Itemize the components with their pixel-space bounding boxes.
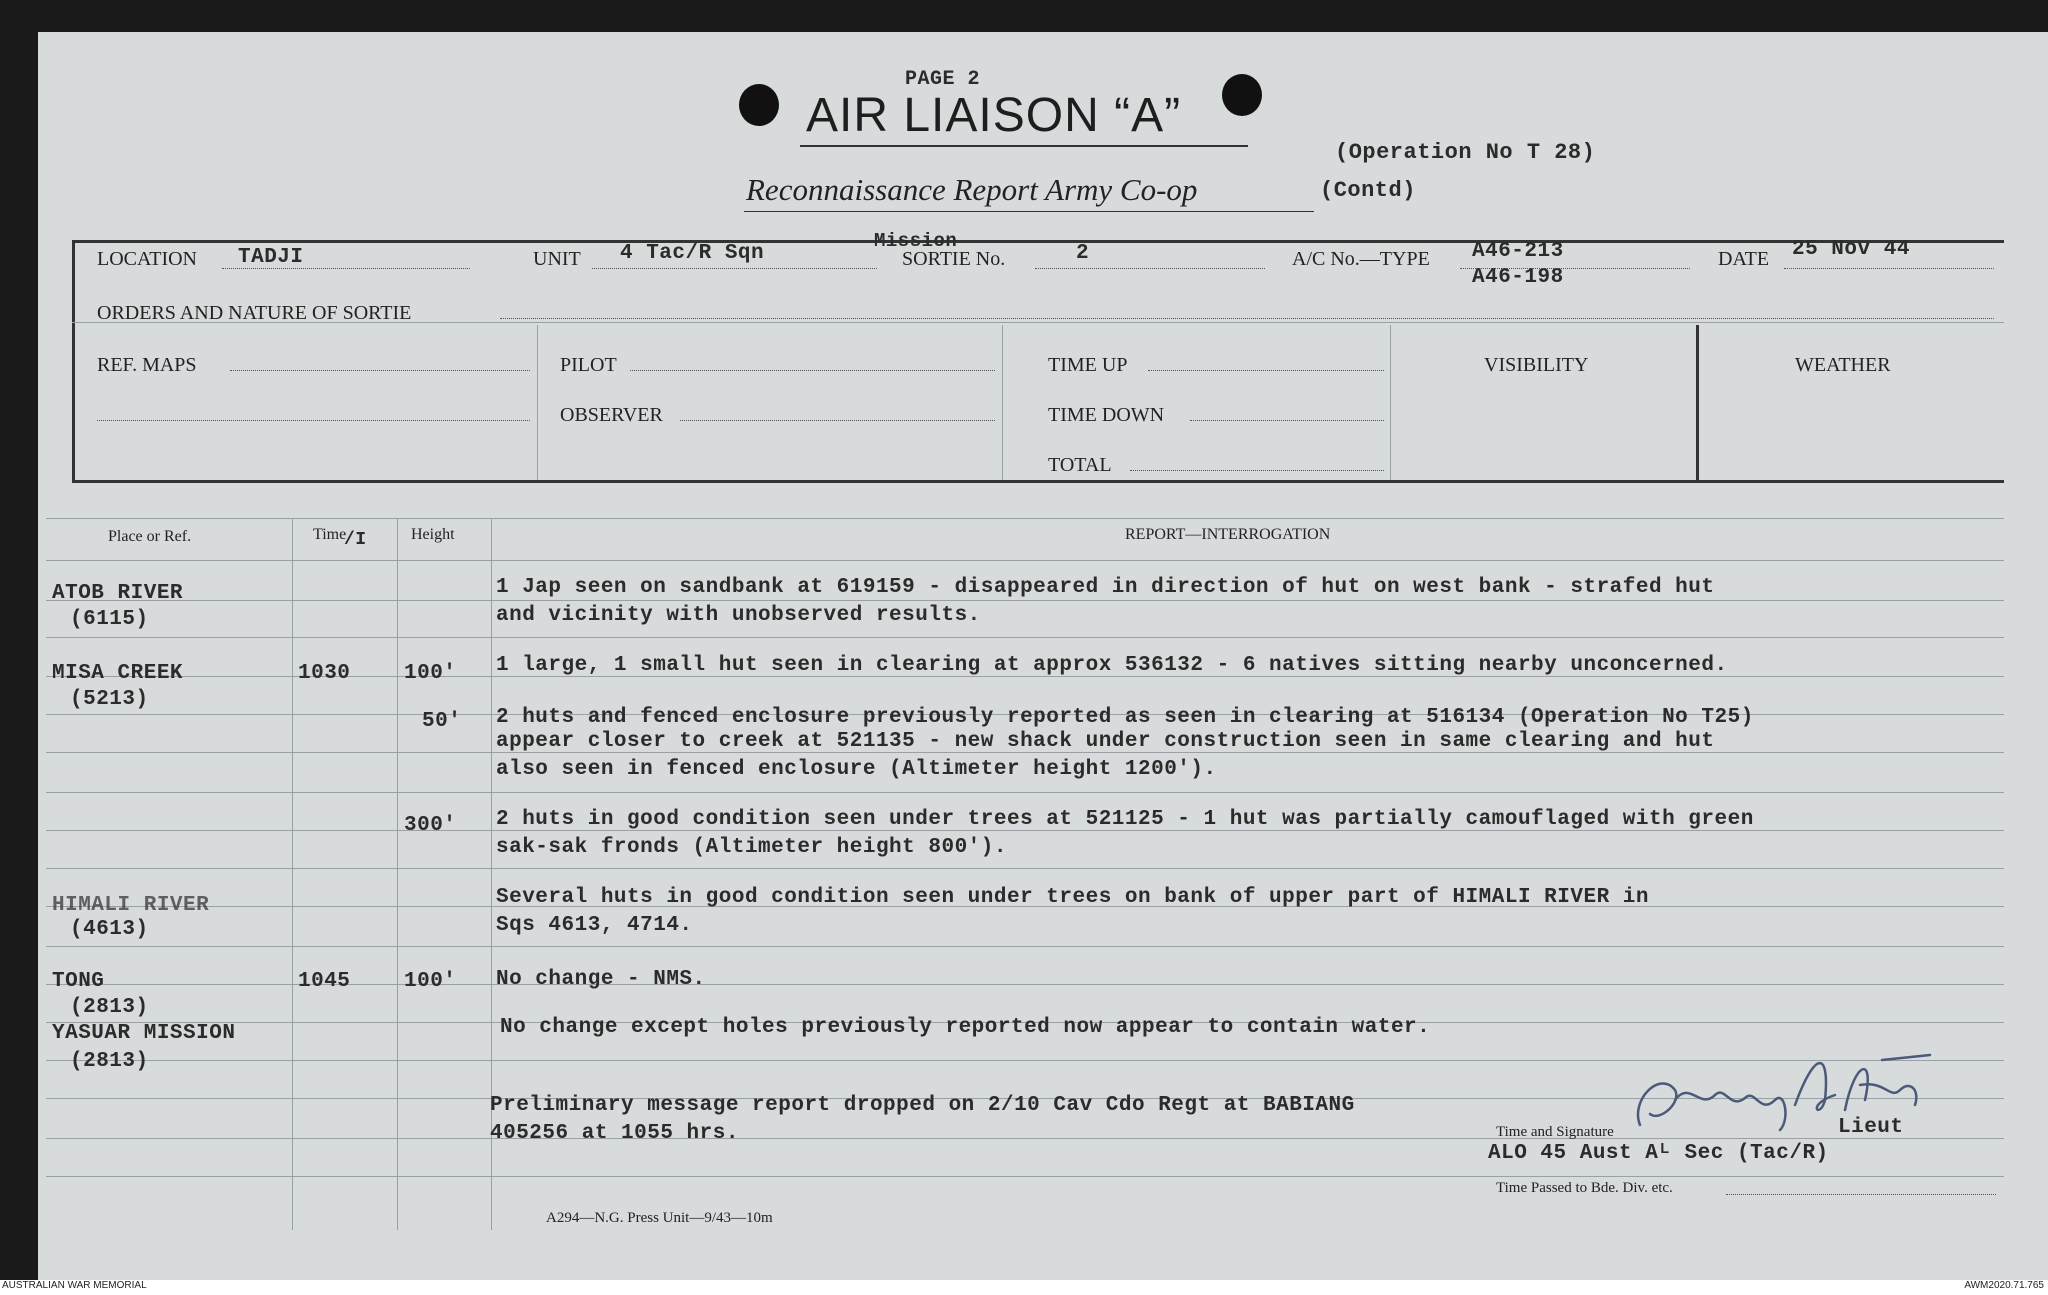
- time-entry: 1030: [298, 662, 351, 685]
- location-value: TADJI: [238, 246, 304, 269]
- place-entry: YASUAR MISSION: [52, 1022, 236, 1045]
- orders-dots: [500, 318, 1994, 319]
- report-line: Sqs 4613, 4714.: [496, 914, 693, 937]
- unit-dots: [592, 268, 877, 269]
- header-time-suffix: /I: [344, 530, 367, 550]
- ac-value-2: A46-198: [1472, 266, 1564, 289]
- report-line: 1 large, 1 small hut seen in clearing at approx 536132 - 6 natives sitting nearby unconcerned.: [496, 654, 1728, 677]
- footer-right: AWM2020.71.765: [1964, 1280, 2044, 1291]
- divider-4: [1696, 325, 1699, 480]
- table-line: [46, 1176, 2004, 1177]
- ref-maps-dots-2: [97, 420, 530, 421]
- place-entry: (2813): [70, 996, 149, 1019]
- sortie-label: SORTIE No.: [902, 248, 1006, 270]
- height-entry: 50': [422, 710, 462, 733]
- place-entry: ATOB RIVER: [52, 582, 184, 605]
- place-entry: (6115): [70, 608, 149, 631]
- report-line: and vicinity with unobserved results.: [496, 604, 981, 627]
- height-entry: 300': [404, 814, 457, 837]
- punch-hole-left: [739, 84, 779, 126]
- report-line: No change except holes previously reported now appear to contain water.: [500, 1016, 1431, 1039]
- ref-maps-label: REF. MAPS: [97, 354, 197, 376]
- total-dots: [1130, 470, 1384, 471]
- title-underline: [800, 145, 1248, 147]
- unit-value: 4 Tac/R Sqn: [620, 242, 765, 265]
- table-line: [46, 600, 2004, 601]
- orders-label: ORDERS AND NATURE OF SORTIE: [97, 302, 412, 324]
- report-line: Preliminary message report dropped on 2/10 Cav Cdo Regt at BABIANG: [490, 1094, 1355, 1117]
- table-line: [46, 560, 2004, 561]
- report-line: Several huts in good condition seen under trees on bank of upper part of HIMALI RIVER in: [496, 886, 1649, 909]
- date-dots: [1784, 268, 1994, 269]
- ac-dots: [1460, 268, 1690, 269]
- report-line: No change - NMS.: [496, 968, 706, 991]
- punch-hole-right: [1222, 74, 1262, 116]
- table-col-height: [397, 518, 398, 1230]
- ac-value-1: A46-213: [1472, 240, 1564, 263]
- report-line: 2 huts and fenced enclosure previously reported as seen in clearing at 516134 (Operation No T25): [496, 706, 1754, 729]
- place-entry: (5213): [70, 688, 149, 711]
- header-height: Height: [411, 526, 455, 543]
- place-entry: TONG: [52, 970, 105, 993]
- table-line: [46, 868, 2004, 869]
- time-up-dots: [1148, 370, 1384, 371]
- footer-left: AUSTRALIAN WAR MEMORIAL: [2, 1280, 147, 1291]
- time-passed-dots: [1726, 1194, 1996, 1195]
- time-down-label: TIME DOWN: [1048, 404, 1165, 426]
- report-line: also seen in fenced enclosure (Altimeter height 1200').: [496, 758, 1217, 781]
- height-entry: 100': [404, 662, 457, 685]
- signature-rank: Lieut: [1838, 1116, 1904, 1139]
- height-entry: 100': [404, 970, 457, 993]
- report-line: appear closer to creek at 521135 - new shack under construction seen in same clearing and hut: [496, 730, 1715, 753]
- header-place: Place or Ref.: [108, 528, 192, 545]
- total-label: TOTAL: [1048, 454, 1112, 476]
- form-title: AIR LIAISON “A”: [806, 89, 1182, 142]
- top-box-bottom: [72, 480, 2004, 483]
- table-line: [46, 946, 2004, 947]
- unit-label: UNIT: [533, 248, 581, 270]
- observer-dots: [680, 420, 995, 421]
- header-report: REPORT—INTERROGATION: [1125, 526, 1331, 543]
- pilot-label: PILOT: [560, 354, 617, 376]
- archive-footer: [0, 1280, 2048, 1295]
- table-line: [46, 637, 2004, 638]
- report-line: 1 Jap seen on sandbank at 619159 - disappeared in direction of hut on west bank - strafed hut: [496, 576, 1715, 599]
- place-entry: (4613): [70, 918, 149, 941]
- time-up-label: TIME UP: [1048, 354, 1128, 376]
- visibility-label: VISIBILITY: [1484, 354, 1589, 376]
- time-entry: 1045: [298, 970, 351, 993]
- top-box-top: [72, 240, 2004, 243]
- operation-number: (Operation No T 28): [1335, 140, 1596, 165]
- sortie-dots: [1035, 268, 1265, 269]
- pilot-dots: [630, 370, 995, 371]
- place-entry: (2813): [70, 1050, 149, 1073]
- observer-label: OBSERVER: [560, 404, 663, 426]
- subtitle-underline: [744, 211, 1314, 212]
- time-passed-label: Time Passed to Bde. Div. etc.: [1496, 1180, 1673, 1196]
- report-line: 405256 at 1055 hrs.: [490, 1122, 739, 1145]
- top-box-left: [72, 240, 75, 483]
- time-down-dots: [1190, 420, 1384, 421]
- table-col-time: [292, 518, 293, 1230]
- divider-3: [1390, 325, 1391, 480]
- date-value: 25 Nov 44: [1792, 238, 1910, 261]
- page-label: PAGE 2: [905, 68, 981, 91]
- place-entry: HIMALI RIVER: [52, 894, 210, 917]
- report-line: sak-sak fronds (Altimeter height 800').: [496, 836, 1007, 859]
- divider-2: [1002, 325, 1003, 480]
- location-label: LOCATION: [97, 248, 197, 270]
- divider-1: [537, 325, 538, 480]
- header-time: Time: [313, 526, 347, 543]
- ref-maps-dots: [230, 370, 530, 371]
- date-label: DATE: [1718, 248, 1770, 270]
- table-line: [46, 518, 2004, 519]
- table-line: [46, 792, 2004, 793]
- mission-label: Mission: [874, 230, 958, 252]
- ac-type-label: A/C No.—TYPE: [1292, 248, 1430, 270]
- contd-label: (Contd): [1320, 178, 1416, 203]
- printer-line: A294—N.G. Press Unit—9/43—10m: [546, 1210, 773, 1226]
- weather-label: WEATHER: [1795, 354, 1891, 376]
- report-line: 2 huts in good condition seen under trees at 521125 - 1 hut was partially camouflaged with green: [496, 808, 1754, 831]
- sortie-value: 2: [1076, 242, 1090, 265]
- place-entry: MISA CREEK: [52, 662, 184, 685]
- location-dots: [222, 268, 470, 269]
- time-signature-label: Time and Signature: [1496, 1124, 1614, 1140]
- signature-unit: ALO 45 Aust Aᴸ Sec (Tac/R): [1488, 1142, 1829, 1165]
- form-subtitle: Reconnaissance Report Army Co-op: [746, 172, 1198, 207]
